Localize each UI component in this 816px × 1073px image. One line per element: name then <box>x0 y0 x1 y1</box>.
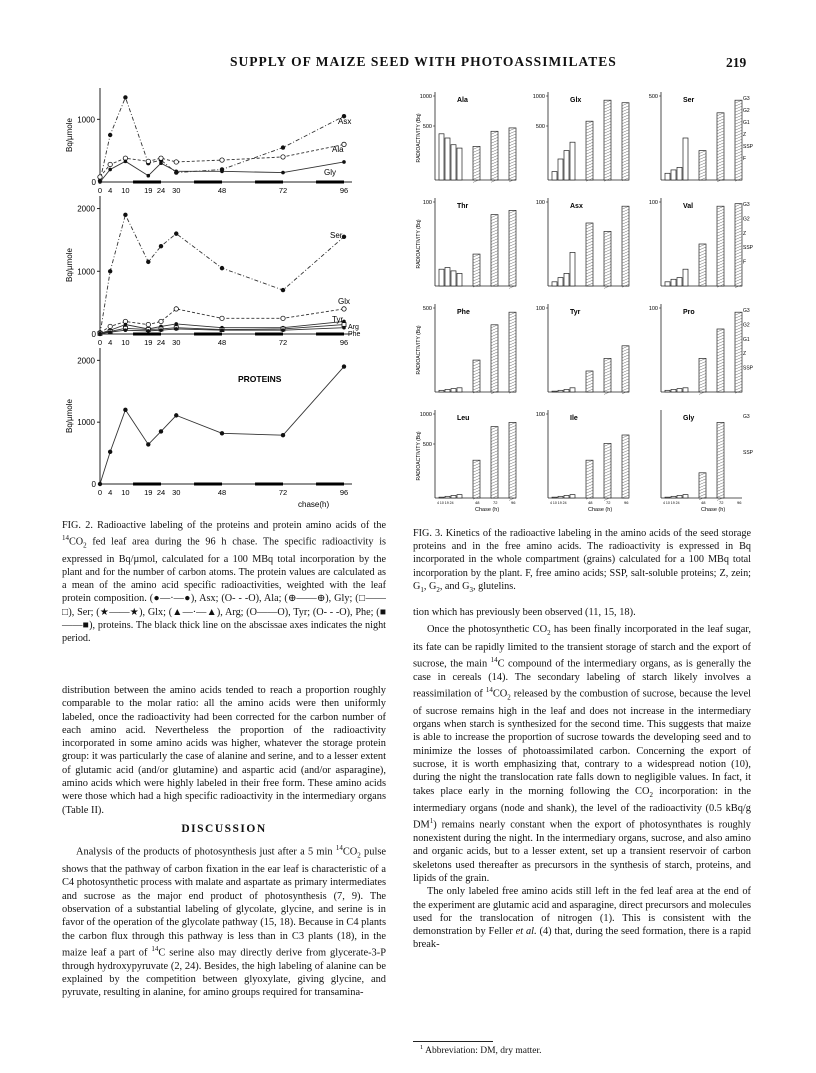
fig3-ytick-label: 1000 <box>419 412 432 418</box>
fig3-bar <box>564 151 569 180</box>
fig3-panel-title: Ala <box>457 97 468 104</box>
fig3-bar <box>683 495 688 498</box>
fig3-bar <box>558 390 563 392</box>
f2-xtick-2-6: 48 <box>217 488 227 497</box>
fig3-panel-title: Val <box>683 203 694 210</box>
f2-xlabel: chase(h) <box>298 500 330 509</box>
f2-point-proteins <box>146 442 150 446</box>
f2-series-proteins-line <box>100 367 344 484</box>
fig3-panel-ile <box>526 406 639 512</box>
rp3-b: (4) that, during the seed formation, there is a rapid break- <box>413 926 751 951</box>
fig3-fraction-label: Z <box>743 230 747 237</box>
rp2-a: Once the photosynthetic CO <box>427 624 548 636</box>
fig3-bar <box>445 268 450 286</box>
fig3-ytick-label: 500 <box>535 124 545 130</box>
fig3-bar <box>671 170 676 180</box>
f2-point-proteins <box>342 364 346 368</box>
f2-point-ser <box>159 244 163 248</box>
f2-xtick-2-7: 72 <box>278 488 288 497</box>
discussion-heading: DISCUSSION <box>181 822 267 835</box>
f2-xtick-1-5: 30 <box>172 338 181 347</box>
f2-point-glx <box>108 324 112 328</box>
figure-2-caption <box>62 519 386 645</box>
f2-ytick-label-0-0: 1000 <box>77 115 95 125</box>
f2-point-phe <box>281 328 285 332</box>
fig3-xtick-early: 4 10 19 24 <box>550 501 567 505</box>
fig3-fraction-label: G1 <box>743 336 750 343</box>
f2-xtick-2-2: 10 <box>121 488 130 497</box>
page-number: 219 <box>726 55 747 70</box>
fig3-ytick-label: 1000 <box>419 94 432 100</box>
fig3-fraction-label: Z <box>743 351 747 358</box>
f2-label-proteins: PROTEINS <box>238 374 282 384</box>
fig3-fraction-label: G3 <box>743 96 750 102</box>
f2-point-proteins <box>174 413 178 417</box>
f2-point-asx <box>108 133 112 137</box>
f2-point-asx <box>281 145 285 149</box>
lp2-sub: 2 <box>357 851 361 860</box>
f2-point-tyr <box>174 322 178 326</box>
fig3-ylabel: RADIOACTIVITY (Bq) <box>416 113 422 163</box>
f2-xtick-0-0: 0 <box>97 186 103 195</box>
f2-xtick-0-4: 24 <box>156 186 166 195</box>
f2-xtick-1-2: 10 <box>121 338 130 347</box>
fig3-bar <box>665 497 670 498</box>
f2-xtick-0-1: 4 <box>108 186 113 195</box>
rp2-f: incorporation: in the intermediary organs (node and shank), the level of the radioactivity (0.5 kBq/g DM <box>413 785 751 831</box>
fig3-ytick-label: 1000 <box>532 94 545 100</box>
fig3-bar <box>558 278 563 286</box>
fig3-bar <box>552 497 557 498</box>
f2-point-ser <box>174 231 178 235</box>
fig3-bar <box>552 282 557 286</box>
footnote <box>420 1044 541 1056</box>
f2-point-gly <box>146 174 150 178</box>
fig3-panel-title: Ser <box>683 97 695 104</box>
f2-point-phe <box>220 328 224 332</box>
fig3-bar <box>439 497 444 498</box>
fig3-bar <box>677 278 682 286</box>
f2-point-glx <box>342 307 346 311</box>
fig3-bar <box>439 269 444 286</box>
fig3-bar <box>677 389 682 392</box>
fig3-bar <box>570 142 575 180</box>
f2-point-ala <box>220 158 224 162</box>
fig3-panel-title: Leu <box>457 415 470 422</box>
f2-xtick-2-3: 19 <box>144 488 153 497</box>
fig3-panel-title: Pro <box>683 309 695 316</box>
fig3-xtick-96: 96 <box>511 500 516 505</box>
f2-point-gly <box>98 180 102 184</box>
fig3-fraction-label: SSP <box>743 450 754 456</box>
f2-point-glx <box>174 307 178 311</box>
f2-point-glx <box>281 316 285 320</box>
f2-label-ala: Ala <box>332 145 344 154</box>
f2-label-tyr: Tyr <box>332 315 344 324</box>
rp3-italic: et al. <box>515 926 537 938</box>
rp2-sub3: 2 <box>649 790 653 799</box>
fig3-fraction-label: G2 <box>743 216 750 223</box>
f2-point-proteins <box>123 408 127 412</box>
f2-point-proteins <box>108 450 112 454</box>
fig3-xtick-96: 96 <box>737 500 742 505</box>
fig3-bar <box>683 388 688 392</box>
f2-point-proteins <box>98 482 102 486</box>
f2-point-glx <box>159 319 163 323</box>
fig3-fraction-label: SSP <box>743 144 754 150</box>
fig3-bar <box>558 496 563 498</box>
left-paragraph-2 <box>62 842 386 999</box>
f2-point-ser <box>220 266 224 270</box>
fig3-bar <box>439 390 444 392</box>
footnote-text: Abbreviation: DM, dry matter. <box>423 1046 542 1057</box>
fig3-bar <box>570 388 575 392</box>
f2-ylabel-2: Bq/µmole <box>65 399 74 433</box>
fig3-xlabel: Chase (h) <box>588 507 613 513</box>
f2-xtick-0-6: 48 <box>217 186 227 195</box>
fig3-xtick-48: 48 <box>701 500 706 505</box>
lp2-sup2: 14 <box>151 944 159 953</box>
f2-xtick-2-5: 30 <box>172 488 181 497</box>
fig3-panel-title: Asx <box>570 203 583 210</box>
f2-point-phe <box>342 326 346 330</box>
rp2-e: released by the combustion of sucrose, because the level of sucrose remains high in the leaf and does not increase in the intermediary organs when starch is synthesized for the second time. This suggests that maize is able to increase the proportion of sucrose towards the developing seed and to minimize the losses of photoassimilated carbon. Concerning the export of sucrose, it is worth emphasizing that, contrary to a widespread notion (10), during the night the translocation rate falls down to negligible values. In fact, it takes place early in the morning following the CO <box>413 688 751 797</box>
fig3-bar <box>564 273 569 286</box>
f2-point-gly <box>281 171 285 175</box>
f2-point-ala <box>108 162 112 166</box>
fig3-bar <box>717 206 724 286</box>
f2-label-ser: Ser <box>330 231 343 240</box>
fig3-bar <box>622 206 629 286</box>
f2-point-phe <box>159 328 163 332</box>
f2-ytick-label-2-1: 1000 <box>77 418 95 428</box>
fig3-ytick-label: 100 <box>535 200 545 206</box>
fig3-panel-val <box>639 194 752 300</box>
f2-point-ala <box>174 160 178 164</box>
fig3-bar <box>604 100 611 180</box>
figure-3-caption <box>413 527 751 597</box>
fig3-panel-title: Thr <box>457 203 469 210</box>
fig3-caption-text-1: FIG. 3. Kinetics of the radioactive labeling in the amino acids of the seed storage proteins and in the free amino acids. The radioactivity is expressed in Bq incorporated in the whole compartment (grains) calculated for a 100 MBq total incorporation by the plant. F, free amino acids; SSP, salt-soluble proteins; Z, zein; G <box>413 528 751 592</box>
left-paragraph-1: distribution between the amino acids tended to reach a proportion roughly comparable to the molar ratio: all the amino acids were then uniformly labeled, once the radioactivity had been corrected for the carbon number of each amino acid. Nevertheless the proportion of the radioactivity incorporated in some amino acids was higher, whatever the storage protein group: it was particularly the case of alanine and serine, and to a lesser extent of glutamic acid (and/or glutamine) and aspartic acid (and/or asparagine), amino acids which were highly labeled in their free form. These amino acids were those which had a high specific radioactivity in the intermediary organs (Table II). <box>62 685 386 816</box>
fig3-ylabel: RADIOACTIVITY (Bq) <box>416 325 422 375</box>
rp2-sup3: 1 <box>429 817 434 826</box>
fig3-fraction-label: G1 <box>743 120 750 126</box>
fig3-bar <box>445 496 450 498</box>
lp2-c: pulse shows that the pathway of carbon fixation in the ear leaf is characteristic of a C4 photosynthetic process with malate and aspartate as primary intermediates and sucrose as the major end product of photosynthesis (7, 9). The observation of a substantial labeling of glycolate, glycine, and serine is in favor of the operation of the glycolate pathway (15, 18). Because in C4 plants the carbon flux through this pathway is less than in C3 plants (18), in the maize leaf a part of <box>62 846 386 959</box>
rp2-g: ) remains nearly constant when the export of photosynthates is roughly nonexistent during the night. In the intermediary organs, sucrose, and also amino and organic acids, but to a lesser extent, set up a transient reservoir of carbon skeletons used thereafter as precursors in the synthesis of starch, proteins, and lipids of the grain. <box>413 819 751 884</box>
fig3-panel-thr <box>413 194 526 300</box>
f2-xtick-0-5: 30 <box>172 186 181 195</box>
fig3-xtick-early: 4 10 19 24 <box>663 501 680 505</box>
fig3-fraction-label: G2 <box>743 322 750 329</box>
right-column-text <box>413 606 751 952</box>
fig3-bar <box>451 271 456 286</box>
fig3-bar <box>439 134 444 180</box>
fig3-ytick-label: 100 <box>535 306 545 312</box>
f2-point-ala <box>98 175 102 179</box>
f2-point-ala <box>146 159 150 163</box>
lp2-a: Analysis of the products of photosynthesis just after a 5 min <box>76 846 336 858</box>
fig3-bar <box>683 138 688 180</box>
f2-point-gly <box>174 170 178 174</box>
fig3-caption-sub-1: 1 <box>420 585 424 594</box>
fig3-caption-text-4: , glutelins. <box>473 580 516 592</box>
fig3-caption-sub-2: 2 <box>436 585 440 594</box>
f2-ylabel-1: Bq/µmole <box>65 248 74 282</box>
f2-ytick-zero-0: 0 <box>91 178 96 187</box>
figure-2 <box>62 80 384 515</box>
fig3-fraction-label: G2 <box>743 108 750 114</box>
fig3-bar <box>552 172 557 180</box>
right-paragraph-3 <box>413 885 751 951</box>
f2-point-ser <box>123 213 127 217</box>
fig3-bar <box>457 495 462 498</box>
fig3-panel-ala <box>413 88 526 194</box>
fig3-xtick-72: 72 <box>719 500 724 505</box>
f2-ytick-zero-2: 0 <box>91 480 96 489</box>
f2-label-arg: Arg <box>348 324 359 331</box>
f2-point-gly <box>342 160 346 164</box>
f2-point-ser <box>146 260 150 264</box>
f2-ytick-label-2-0: 2000 <box>77 356 95 366</box>
f2-point-phe <box>108 330 112 334</box>
fig3-bar <box>683 269 688 286</box>
fig3-bar <box>509 128 516 180</box>
fig2-caption-text-1: FIG. 2. Radioactive labeling of the proteins and protein amino acids of the <box>62 520 386 531</box>
figure-3 <box>413 88 753 512</box>
fig3-bar <box>451 495 456 498</box>
f2-ytick-zero-1: 0 <box>91 330 96 339</box>
fig3-panel-ser <box>639 88 752 194</box>
rp2-sup2: 14 <box>485 686 493 695</box>
fig3-bar <box>735 100 742 180</box>
fig3-fraction-label: G3 <box>743 414 750 420</box>
fig3-xtick-48: 48 <box>475 500 480 505</box>
rp2-sup: 14 <box>490 655 498 664</box>
fig3-ylabel: RADIOACTIVITY (Bq) <box>416 219 422 269</box>
fig3-ytick-label: 100 <box>648 200 658 206</box>
fig3-bar <box>558 159 563 180</box>
fig3-panel-glx <box>526 88 639 194</box>
fig3-bar <box>473 360 480 392</box>
fig2-caption-text-2: fed leaf area during the 96 h chase. The specific radioactivity is expressed in Bq/µmol, calculated for a 100 MBq total incorporation by the plant and for the number of carbon atoms. The protein values are calculated as a mean of the amino acid specific radioactivities, weighted with the leaf protein composition. (●—·—●), Asx; (O- - -O), Ala; (⊕——⊕), Gly; (□——□), Ser; (★——★), Glx; (▲—·—▲), Arg; (O——O), Tyr; (O- - -O), Phe; (■——■), proteins. The black thick line on the abscissae axes indicates the night period. <box>62 536 386 645</box>
fig2-caption-sup: 14 <box>62 534 69 543</box>
f2-label-asx: Asx <box>338 117 352 126</box>
f2-xtick-0-3: 19 <box>144 186 153 195</box>
fig3-fraction-label: SSP <box>743 365 754 372</box>
fig3-panel-title: Tyr <box>570 309 581 316</box>
fig3-bar <box>564 389 569 392</box>
fig3-bar <box>473 254 480 286</box>
fig3-xtick-72: 72 <box>606 500 611 505</box>
footnote-sup: 1 <box>420 1044 424 1051</box>
fig3-bar <box>665 390 670 392</box>
fig3-bar <box>451 389 456 392</box>
fig3-bar <box>677 167 682 180</box>
fig3-bar <box>570 252 575 286</box>
fig3-xtick-early: 4 10 19 24 <box>437 501 454 505</box>
fig3-ytick-label: 500 <box>422 306 432 312</box>
rp2-sub2: 2 <box>507 693 511 702</box>
fig3-caption-text-2: , G <box>423 580 437 592</box>
fig3-panel-leu <box>413 406 526 512</box>
fig3-fraction-label: Z <box>743 132 747 138</box>
rp2-sub: 2 <box>547 629 551 638</box>
fig3-panel-title: Gly <box>683 415 695 422</box>
f2-point-proteins <box>159 429 163 433</box>
fig2-caption-co: CO <box>69 536 84 548</box>
f2-point-proteins <box>281 433 285 437</box>
f2-point-gly <box>124 160 128 164</box>
f2-point-ser <box>281 288 285 292</box>
rp2-c: C compound of the intermediary organs, as is generally the case in cereals (14). The secondary labeling of starch likely involves a reassimilation of <box>413 658 751 700</box>
fig3-xtick-96: 96 <box>624 500 629 505</box>
f2-point-ala <box>281 155 285 159</box>
fig3-ytick-label: 100 <box>422 200 432 206</box>
f2-xtick-0-2: 10 <box>121 186 130 195</box>
fig3-panel-pro <box>639 300 752 406</box>
f2-ylabel-0: Bq/µmole <box>65 118 74 152</box>
fig3-bar <box>671 279 676 286</box>
fig3-fraction-label: F <box>743 259 747 266</box>
fig3-bar <box>671 389 676 392</box>
fig3-panel-title: Phe <box>457 309 470 316</box>
running-head: SUPPLY OF MAIZE SEED WITH PHOTOASSIMILATES <box>230 54 617 69</box>
fig3-bar <box>564 495 569 498</box>
fig3-bar <box>445 138 450 180</box>
f2-ytick-label-1-1: 1000 <box>77 267 95 277</box>
right-paragraph-1: tion which has previously been observed (11, 15, 18). <box>413 607 636 618</box>
fig3-panel-asx <box>526 194 639 300</box>
footnote-rule <box>413 1041 493 1042</box>
f2-point-gly <box>108 168 112 172</box>
fig3-bar <box>451 145 456 180</box>
fig3-xtick-48: 48 <box>588 500 593 505</box>
fig3-ytick-label: 500 <box>422 442 432 448</box>
fig3-xtick-72: 72 <box>493 500 498 505</box>
lp2-sup: 14 <box>335 844 343 853</box>
f2-point-glx <box>220 316 224 320</box>
f2-point-ser <box>342 235 346 239</box>
rp3-a: The only labeled free amino acids still left in the fed leaf area at the end of the experiment are glutamic acid and asparagine, direct precursors and molecules used for the translocation of nitrogen (1). This is consistent with the demonstration by Feller <box>413 886 751 938</box>
fig3-caption-text-3: , and G <box>439 580 470 592</box>
f2-point-phe <box>98 332 102 336</box>
fig3-bar <box>509 312 516 392</box>
f2-label-phe: Phe <box>348 331 361 338</box>
fig2-caption-sub: 2 <box>83 541 87 550</box>
lp2-d: C serine also may directly derive from glycerate-3-P through hydroxypyruvate (2, 24). Besides, the high labeling of alanine can be explained by the competition between glyoxylate, giving glycine, and pyruvate, resulting in alanine, for amino groups required for transamina- <box>62 947 386 999</box>
f2-xtick-1-7: 72 <box>278 338 288 347</box>
f2-xtick-2-0: 0 <box>97 488 103 497</box>
f2-label-gly: Gly <box>324 168 336 177</box>
fig3-bar <box>665 173 670 180</box>
fig3-panel-tyr <box>526 300 639 406</box>
fig3-panel-gly <box>639 406 752 512</box>
f2-xtick-1-1: 4 <box>108 338 113 347</box>
rp2-b: has been finally incorporated in the leaf sugar, its fate can be rapidly limited to the transient storage of starch and the export of sucrose, the main <box>413 624 751 670</box>
right-paragraph-2 <box>413 623 751 885</box>
f2-point-proteins <box>220 431 224 435</box>
fig3-fraction-label: G3 <box>743 308 750 314</box>
fig3-bar <box>457 148 462 180</box>
f2-label-glx: Glx <box>338 297 350 306</box>
fig3-bar <box>570 495 575 498</box>
fig3-bar <box>671 496 676 498</box>
fig3-panel-title: Glx <box>570 97 582 104</box>
fig3-xlabel: Chase (h) <box>701 507 726 513</box>
rp2-d: CO <box>492 688 508 700</box>
lp2-b: CO <box>342 846 358 858</box>
f2-point-tyr <box>124 323 128 327</box>
fig3-ytick-label: 500 <box>422 124 432 130</box>
f2-point-gly <box>220 170 224 174</box>
f2-xtick-1-0: 0 <box>97 338 103 347</box>
f2-point-phe <box>174 327 178 331</box>
f2-point-ser <box>108 269 112 273</box>
f2-xtick-2-1: 4 <box>108 488 113 497</box>
fig3-fraction-label: F <box>743 156 747 162</box>
fig3-bar <box>457 273 462 286</box>
fig3-fraction-label: SSP <box>743 245 754 252</box>
f2-xtick-1-3: 19 <box>144 338 153 347</box>
fig3-fraction-label: G3 <box>743 202 750 208</box>
f2-point-asx <box>123 95 127 99</box>
f2-point-gly <box>159 161 163 165</box>
f2-point-glx <box>146 322 150 326</box>
f2-xtick-0-7: 72 <box>278 186 288 195</box>
f2-xtick-1-4: 24 <box>156 338 166 347</box>
fig3-bar <box>445 389 450 392</box>
f2-point-phe <box>124 328 128 332</box>
fig3-xlabel: Chase (h) <box>475 507 500 513</box>
fig3-bar <box>735 312 742 392</box>
f2-xtick-1-6: 48 <box>217 338 227 347</box>
f2-xtick-1-8: 96 <box>339 338 349 347</box>
fig3-panel-title: Ile <box>570 415 578 422</box>
f2-xtick-0-8: 96 <box>339 186 349 195</box>
fig3-bar <box>457 388 462 392</box>
fig3-ytick-label: 100 <box>648 306 658 312</box>
fig3-ytick-label: 500 <box>648 94 658 100</box>
fig3-ytick-label: 100 <box>535 412 545 418</box>
f2-ytick-label-1-0: 2000 <box>77 204 95 214</box>
fig3-bar <box>677 495 682 498</box>
f2-point-phe <box>146 329 150 333</box>
fig3-bar <box>552 391 557 392</box>
f2-xtick-2-8: 96 <box>339 488 349 497</box>
f2-point-ala <box>159 156 163 160</box>
fig3-ylabel: RADIOACTIVITY (Bq) <box>416 431 422 481</box>
f2-xtick-2-4: 24 <box>156 488 166 497</box>
fig3-panel-phe <box>413 300 526 406</box>
fig3-caption-sub-3: 3 <box>469 585 474 594</box>
fig3-bar <box>665 282 670 286</box>
left-column-text <box>62 684 386 1000</box>
